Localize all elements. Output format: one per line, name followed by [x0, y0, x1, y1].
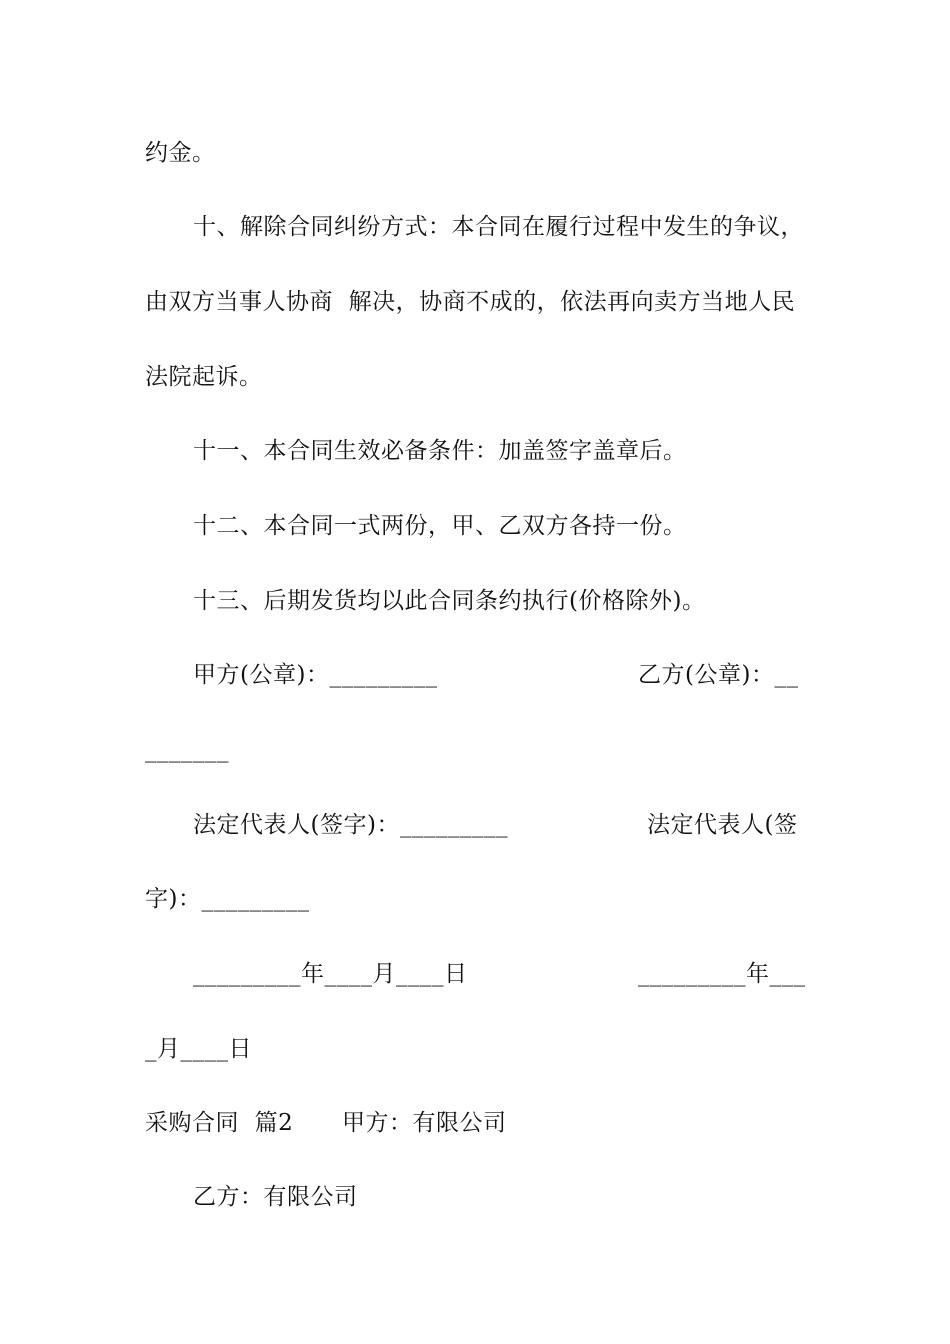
clause-10: 十、解除合同纠纷方式：本合同在履行过程中发生的争议，	[193, 214, 804, 240]
party-b-name: 乙方：有限公司	[193, 1184, 358, 1210]
party-b-seal-cont: _______	[145, 737, 229, 763]
party-a-name: 甲方：有限公司	[342, 1110, 507, 1136]
legal-rep-b-cont: 字)：_________	[145, 886, 310, 912]
legal-rep-a: 法定代表人(签字)：_________	[193, 812, 508, 838]
section-2-title: 采购合同 篇2	[145, 1110, 294, 1136]
text-line: 约金。	[145, 140, 216, 166]
legal-rep-b: 法定代表人(签	[647, 812, 798, 838]
date-b-cont: _月____日	[145, 1036, 252, 1062]
party-a-seal: 甲方(公章)：_________	[193, 662, 438, 688]
party-b-seal: 乙方(公章)：__	[638, 662, 799, 688]
clause-11: 十一、本合同生效必备条件：加盖签字盖章后。	[193, 438, 687, 464]
date-b: _________年___	[638, 961, 806, 987]
clause-10-cont-2: 法院起诉。	[145, 364, 263, 390]
clause-12: 十二、本合同一式两份，甲、乙双方各持一份。	[193, 513, 687, 539]
date-a: _________年____月____日	[193, 961, 468, 987]
clause-13: 十三、后期发货均以此合同条约执行(价格除外)。	[193, 588, 706, 614]
clause-10-cont: 由双方当事人协商 解决，协商不成的，依法再向卖方当地人民	[145, 289, 796, 315]
